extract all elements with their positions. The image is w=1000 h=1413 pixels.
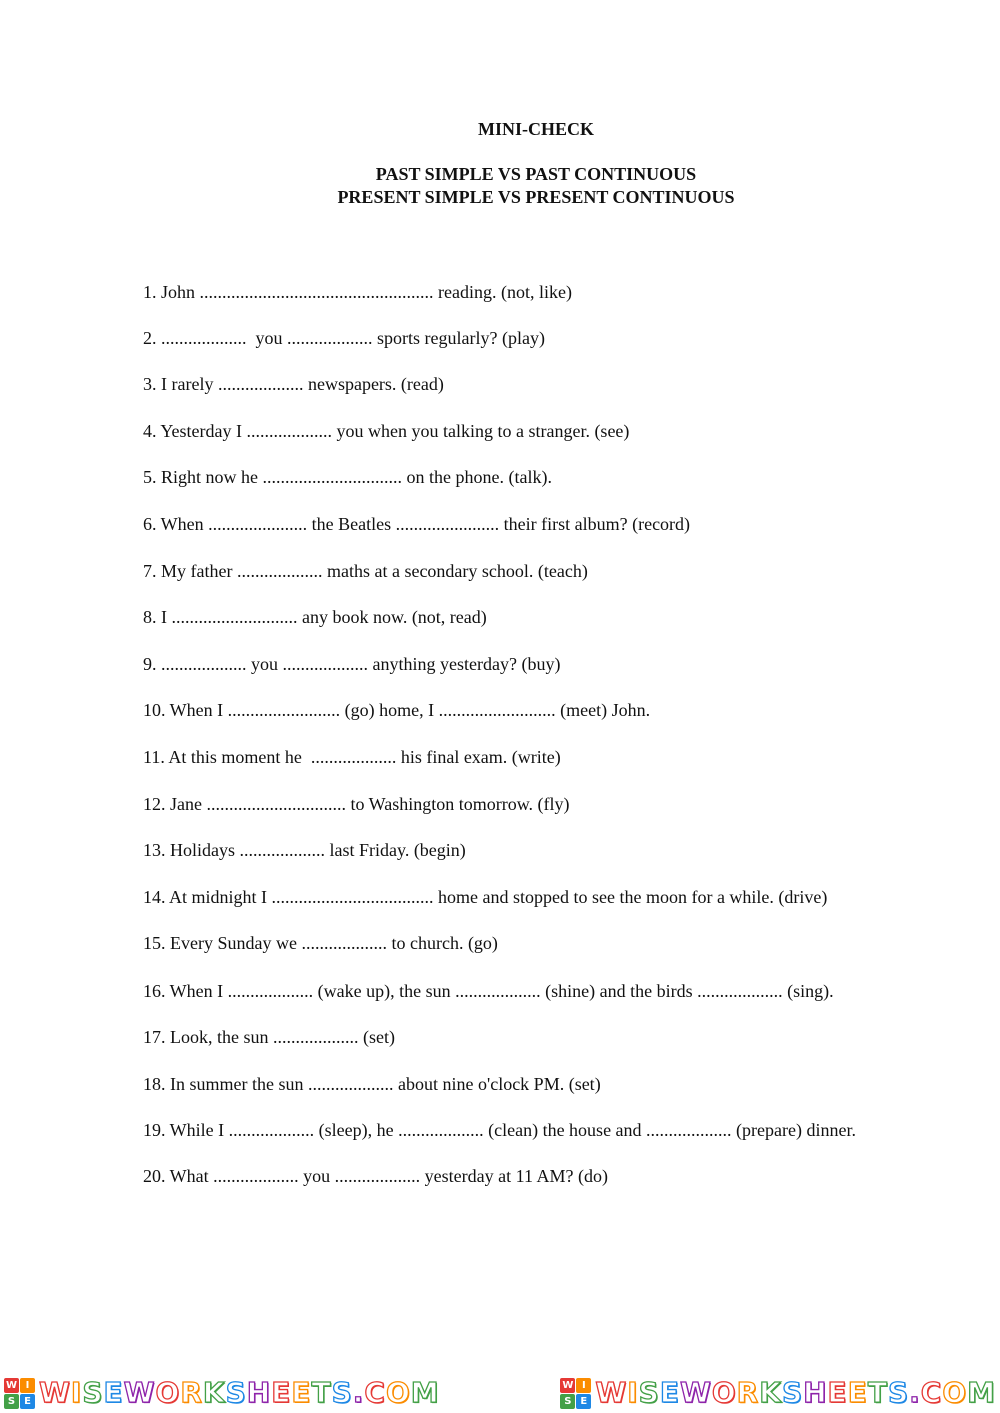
brand-letter: S — [781, 1376, 804, 1409]
brand-letter: I — [627, 1376, 639, 1409]
brand-text — [39, 1377, 440, 1409]
brand-letter: T — [311, 1376, 332, 1409]
brand-letter: E — [847, 1376, 868, 1409]
brand-letter: K — [202, 1376, 226, 1409]
brand-letter: R — [736, 1376, 760, 1409]
exercise-item: 17. Look, the sun ................... (set) — [143, 1027, 395, 1047]
brand-letter: O — [155, 1376, 181, 1409]
brand-letter: C — [364, 1376, 386, 1409]
page-title: MINI-CHECK — [478, 119, 594, 139]
brand-text — [595, 1377, 996, 1409]
brand-watermark — [560, 1377, 996, 1409]
brand-letter: S — [331, 1376, 353, 1409]
exercise-item: 13. Holidays ................... last Friday. (begin) — [143, 840, 466, 860]
brand-letter: H — [803, 1376, 828, 1409]
brand-letter: H — [246, 1376, 272, 1409]
brand-letter: T — [867, 1376, 888, 1409]
brand-letter: M — [967, 1376, 996, 1409]
exercise-item: 1. John .................................................... reading. (not, like) — [143, 282, 572, 302]
brand-letter: E — [291, 1376, 312, 1409]
brand-logo-icon — [560, 1378, 591, 1409]
exercise-item: 16. When I ................... (wake up), the sun ................... (shine) and the birds ................... (sing). — [143, 981, 834, 1001]
exercise-item: 11. At this moment he ................... his final exam. (write) — [143, 747, 561, 767]
brand-letter: O — [711, 1376, 737, 1409]
brand-letter: E — [659, 1376, 680, 1409]
brand-letter: W — [123, 1376, 156, 1409]
exercise-item: 18. In summer the sun ................... about nine o'clock PM. (set) — [143, 1074, 601, 1094]
brand-letter: S — [82, 1376, 104, 1409]
brand-letter: W — [595, 1376, 628, 1409]
footer-watermark — [0, 1373, 1000, 1413]
exercise-item: 19. While I ................... (sleep), he ................... (clean) the house and ................... (prepare) dinner. — [143, 1120, 856, 1140]
brand-letter: K — [759, 1376, 782, 1409]
exercise-item: 6. When ...................... the Beatles ....................... their first album? (record) — [143, 514, 691, 534]
brand-letter: S — [225, 1376, 247, 1409]
brand-watermark — [4, 1377, 440, 1409]
brand-letter: O — [385, 1376, 411, 1409]
exercise-item: 20. What ................... you ................... yesterday at 11 AM? (do) — [143, 1166, 608, 1186]
brand-letter: O — [942, 1376, 968, 1409]
brand-letter: S — [887, 1376, 910, 1409]
brand-letter: R — [180, 1376, 203, 1409]
exercise-item: 14. At midnight I .................................... home and stopped to see the moon for a while. (drive) — [143, 887, 828, 907]
brand-letter: E — [103, 1376, 124, 1409]
exercise-item: 5. Right now he ............................... on the phone. (talk). — [143, 467, 552, 487]
brand-letter: M — [410, 1376, 440, 1409]
exercise-item: 8. I ............................ any book now. (not, read) — [143, 607, 487, 627]
brand-letter: S — [638, 1376, 660, 1409]
brand-letter: . — [352, 1376, 365, 1409]
exercise-item: 10. When I ......................... (go) home, I .......................... (meet) John. — [143, 700, 651, 720]
exercise-item: 4. Yesterday I ................... you when you talking to a stranger. (see) — [143, 421, 630, 441]
brand-letter: E — [827, 1376, 848, 1409]
exercise-item: 2. ................... you ................... sports regularly? (play) — [143, 328, 545, 348]
brand-letter: W — [679, 1376, 712, 1409]
logo-cell: I — [20, 1378, 35, 1393]
exercise-list — [143, 281, 923, 1188]
exercise-item: 9. ................... you ................... anything yesterday? (buy) — [143, 654, 561, 674]
subtitle-line-1: PAST SIMPLE VS PAST CONTINUOUS — [375, 164, 697, 184]
brand-letter: E — [271, 1376, 292, 1409]
brand-letter: C — [920, 1376, 943, 1409]
subtitle-line-2: PRESENT SIMPLE VS PRESENT CONTINUOUS — [337, 187, 735, 207]
brand-letter: I — [70, 1376, 83, 1409]
brand-letter: W — [39, 1376, 71, 1409]
logo-cell: S — [560, 1394, 575, 1409]
logo-cell: E — [576, 1394, 591, 1409]
exercise-item: 12. Jane ............................... to Washington tomorrow. (fly) — [143, 794, 570, 814]
exercise-item: 7. My father ................... maths at a secondary school. (teach) — [143, 561, 588, 581]
exercise-item: 15. Every Sunday we ................... to church. (go) — [143, 933, 498, 953]
exercise-item: 3. I rarely ................... newspapers. (read) — [143, 374, 444, 394]
brand-logo-icon — [4, 1378, 35, 1409]
logo-cell: E — [20, 1394, 35, 1409]
logo-cell: W — [562, 1379, 574, 1391]
logo-cell: W — [5, 1379, 18, 1391]
logo-cell: S — [4, 1394, 19, 1409]
brand-letter: . — [909, 1376, 921, 1409]
logo-cell: I — [576, 1378, 591, 1393]
